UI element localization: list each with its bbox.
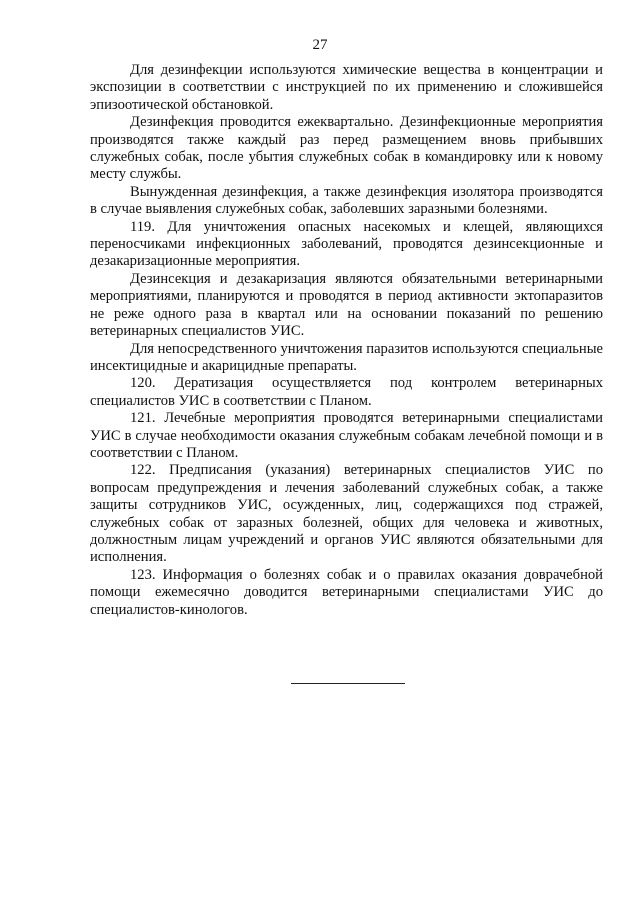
end-of-document-rule [291, 683, 405, 684]
paragraph-disinfection-agents: Для дезинфекции используются химические вещества в концентрации и экспозиции в соответствии с инструкцией по их применению и сложившейся эпизоотической обстановкой. [90, 62, 603, 113]
document-body [90, 62, 603, 619]
paragraph-item-123: 123. Информация о болезнях собак и о правилах оказания доврачебной помощи ежемесячно доводится ветеринарными специалистами УИС до специалистов-кинологов. [90, 566, 603, 618]
paragraph-item-122: 122. Предписания (указания) ветеринарных специалистов УИС по вопросам предупреждения и лечения заболеваний служебных собак, а также защиты сотрудников УИС, осужденных, лиц, содержащихся под стражей, служебных собак от заразных болезней, общих для человека и животных, должностным лицам учреждений и органов УИС являются обязательными для исполнения. [90, 462, 603, 566]
paragraph-disinfection-schedule: Дезинфекция проводится ежеквартально. Дезинфекционные мероприятия производятся также каждый раз перед размещением вновь прибывших служебных собак, после убытия служебных собак в командировку или к новому месту службы. [90, 114, 603, 183]
paragraph-item-119: 119. Для уничтожения опасных насекомых и клещей, являющихся переносчиками инфекционных заболеваний, проводятся дезинсекционные и дезакаризационные мероприятия. [90, 218, 603, 270]
page-number: 27 [312, 37, 328, 53]
paragraph-parasite-preparations: Для непосредственного уничтожения паразитов используются специальные инсектицидные и акарицидные препараты. [90, 340, 603, 374]
paragraph-item-120: 120. Дератизация осуществляется под контролем ветеринарных специалистов УИС в соответствии с Планом. [90, 375, 603, 409]
paragraph-disinsection-mandatory: Дезинсекция и дезакаризация являются обязательными ветеринарными мероприятиями, планируются и проводятся в период активности эктопаразитов не реже одного раза в квартал или на основании показаний по решению ветеринарных специалистов УИС. [90, 270, 603, 340]
paragraph-item-121: 121. Лечебные мероприятия проводятся ветеринарными специалистами УИС в случае необходимости оказания служебным собакам лечебной помощи и в соответствии с Планом. [90, 410, 603, 461]
paragraph-forced-disinfection: Вынужденная дезинфекция, а также дезинфекция изолятора производятся в случае выявления служебных собак, заболевших заразными болезнями. [90, 183, 603, 218]
